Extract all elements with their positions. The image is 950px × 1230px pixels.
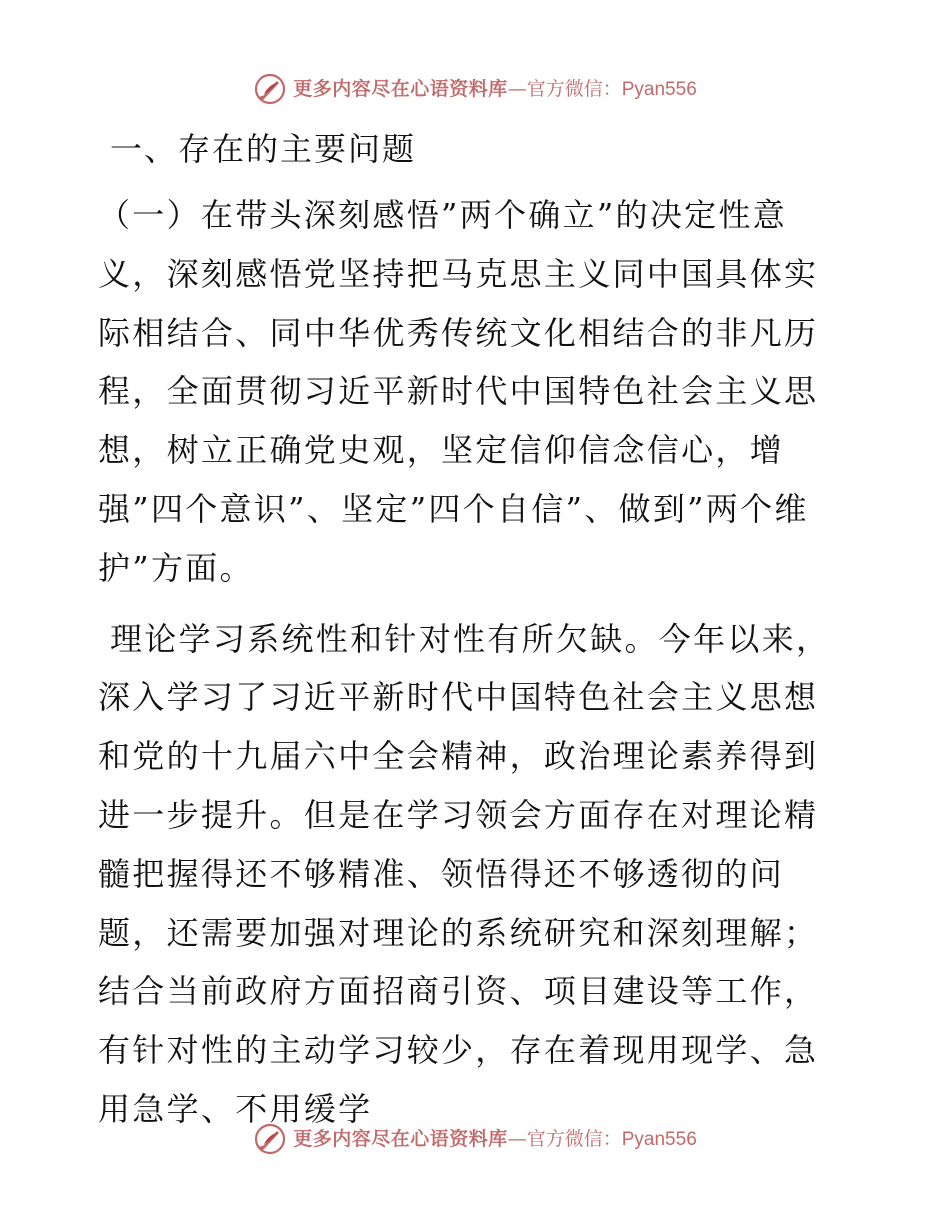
feather-pen-logo-icon [253,1122,287,1156]
watermark-separator: — [507,1127,527,1150]
paragraph-2: 理论学习系统性和针对性有所欠缺。今年以来，深入学习了习近平新时代中国特色社会主义思想和党的十九届六中全会精神，政治理论素养得到进一步提升。但是在学习领会方面存在对理论精髓把握得还不够精准、领悟得还不够透彻的问题，还需要加强对理论的系统研究和深刻理解；结合当前政府方面招商引资、项目建设等工作，有针对性的主动学习较少，存在着现用现学、急用急学、不用缓学 [98,619,831,1128]
watermark-wechat-label: 官方微信： [526,77,622,100]
watermark-brand: 更多内容尽在心语资料库 [293,77,508,100]
feather-pen-logo-icon [253,72,287,106]
watermark-wechat-id: Pyan556 [621,1128,697,1150]
footer-watermark-banner [0,1120,950,1158]
watermark-separator: — [507,77,527,100]
header-watermark-banner [0,70,950,108]
watermark-wechat-id: Pyan556 [621,78,697,100]
section-heading: 一、存在的主要问题 [110,130,417,168]
watermark-text [293,1127,697,1150]
watermark-text [293,77,697,100]
watermark-wechat-label: 官方微信： [526,1127,622,1150]
paragraph-1: （一）在带头深刻感悟”两个确立”的决定性意义，深刻感悟党坚持把马克思主义同中国具体实际相结合、同中华优秀传统文化相结合的非凡历程，全面贯彻习近平新时代中国特色社会主义思想，树立正确党史观，坚定信仰信念信心，增强”四个意识”、坚定”四个自信”、做到”两个维护”方面。 [98,196,819,587]
watermark-brand: 更多内容尽在心语资料库 [293,1127,508,1150]
document-body [98,120,850,1139]
